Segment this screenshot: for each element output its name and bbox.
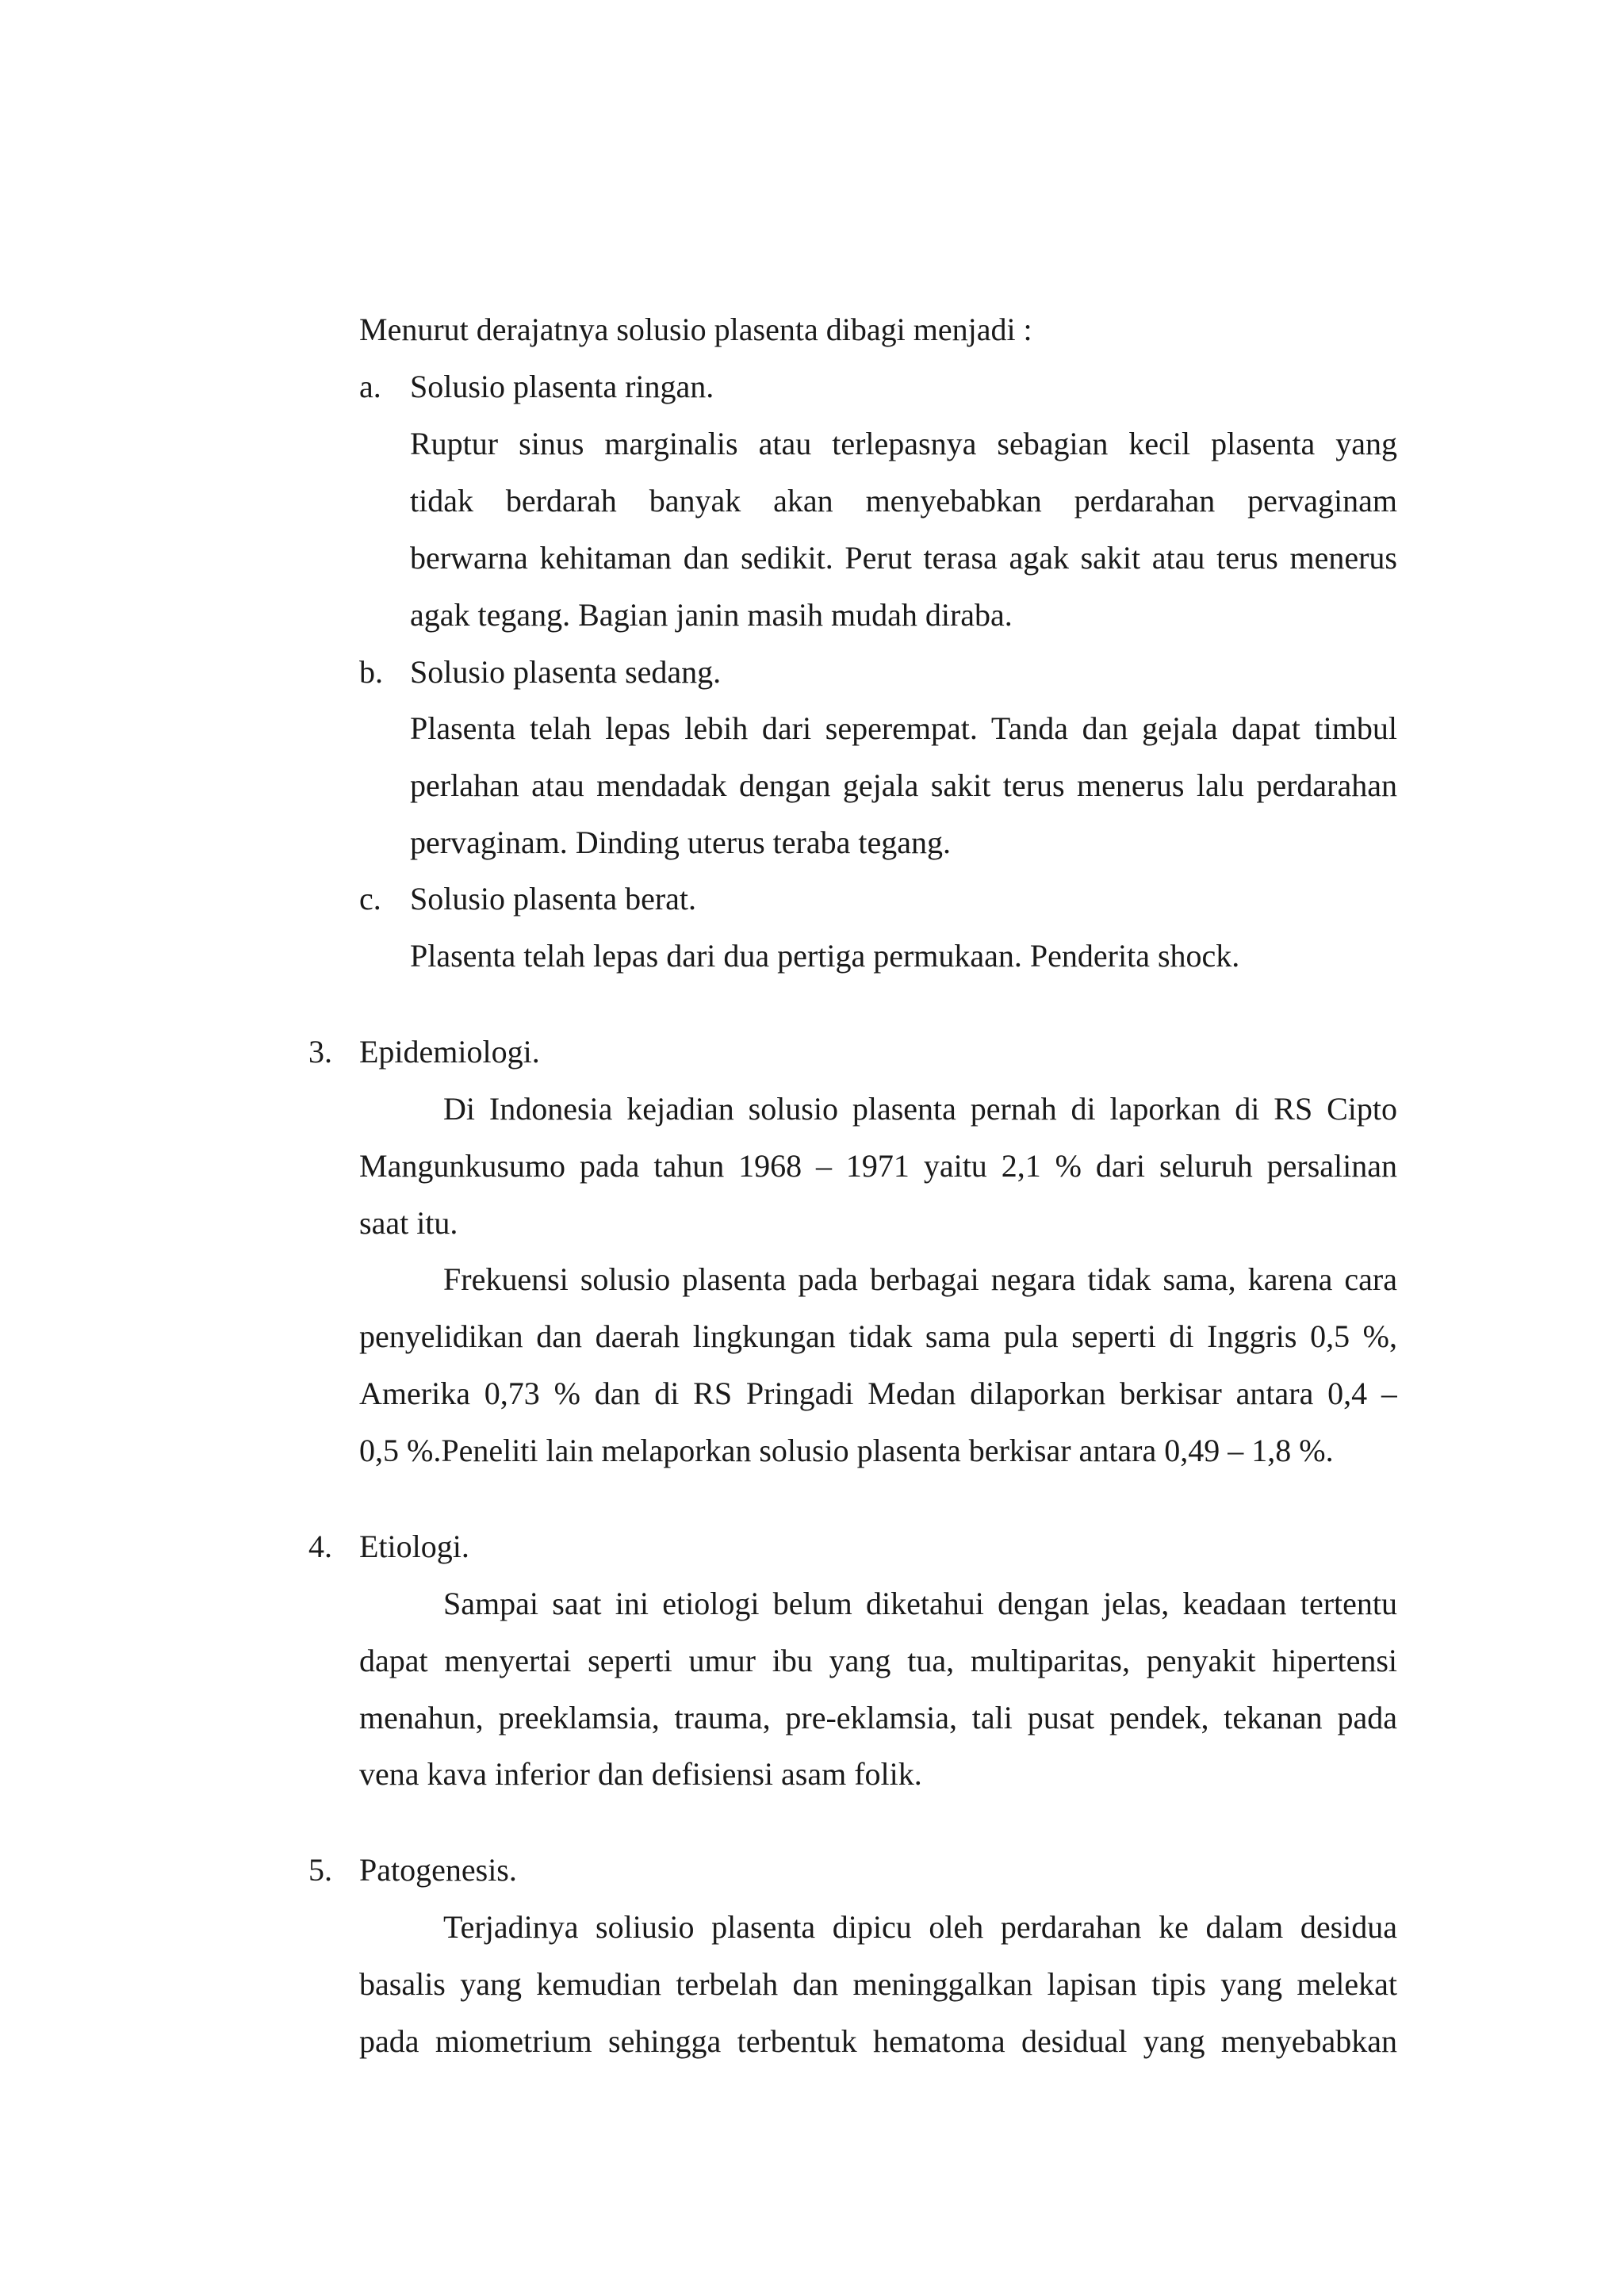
paragraph-line: Di Indonesia kejadian solusio plasenta pernah di laporkan di RS Cipto [443,1093,1397,1127]
section-5-number: 5. [308,1852,332,1888]
grade-b-line: pervaginam. Dinding uterus teraba tegang. [410,825,951,860]
paragraph-line: Frekuensi solusio plasenta pada berbagai negara tidak sama, karena cara [443,1264,1397,1297]
paragraph-line: basalis yang kemudian terbelah dan meninggalkan lapisan tipis yang melekat [359,1969,1397,2002]
paragraph-line: dapat menyertai seperti umur ibu yang tua, multiparitas, penyakit hipertensi [359,1645,1397,1678]
grade-b-line: perlahan atau mendadak dengan gejala sakit terus menerus lalu perdarahan [410,770,1397,803]
section-3-heading: Epidemiologi. [359,1034,540,1070]
grade-c-title: Solusio plasenta berat. [410,881,697,916]
grade-a-line: Ruptur sinus marginalis atau terlepasnya sebagian kecil plasenta yang [410,428,1397,461]
grade-b-marker: b. [359,654,383,690]
section-5-heading: Patogenesis. [359,1852,517,1888]
paragraph-line: vena kava inferior dan defisiensi asam folik. [359,1756,922,1792]
section-4-heading: Etiologi. [359,1529,469,1564]
grade-c-marker: c. [359,881,381,916]
paragraph-line: pada miometrium sehingga terbentuk hematoma desidual yang menyebabkan [359,2026,1397,2059]
paragraph-line: menahun, preeklamsia, trauma, pre-eklamsia, tali pusat pendek, tekanan pada [359,1702,1397,1735]
section-3-number: 3. [308,1034,332,1070]
paragraph-line: saat itu. [359,1205,458,1241]
paragraph-line: Amerika 0,73 % dan di RS Pringadi Medan dilaporkan berkisar antara 0,4 – [359,1378,1397,1411]
grade-b-title: Solusio plasenta sedang. [410,654,722,690]
grade-a-marker: a. [359,369,381,404]
paragraph-line: Mangunkusumo pada tahun 1968 – 1971 yaitu 2,1 % dari seluruh persalinan [359,1150,1397,1184]
paragraph-line: Terjadinya soliusio plasenta dipicu oleh perdarahan ke dalam desidua [443,1911,1397,1945]
grade-a-title: Solusio plasenta ringan. [410,369,714,404]
grade-a-line: agak tegang. Bagian janin masih mudah diraba. [410,597,1013,633]
grade-c-line: Plasenta telah lepas dari dua pertiga permukaan. Penderita shock. [410,938,1240,974]
grade-a-line: tidak berdarah banyak akan menyebabkan perdarahan pervaginam [410,485,1397,519]
intro-text: Menurut derajatnya solusio plasenta dibagi menjadi : [359,312,1032,347]
section-4-number: 4. [308,1529,332,1564]
grade-b-line: Plasenta telah lepas lebih dari seperempat. Tanda dan gejala dapat timbul [410,713,1397,746]
paragraph-line: Sampai saat ini etiologi belum diketahui dengan jelas, keadaan tertentu [443,1588,1397,1621]
paragraph-line: 0,5 %.Peneliti lain melaporkan solusio plasenta berkisar antara 0,49 – 1,8 %. [359,1433,1334,1468]
grade-a-line: berwarna kehitaman dan sedikit. Perut terasa agak sakit atau terus menerus [410,542,1397,576]
paragraph-line: penyelidikan dan daerah lingkungan tidak sama pula seperti di Inggris 0,5 %, [359,1321,1397,1354]
